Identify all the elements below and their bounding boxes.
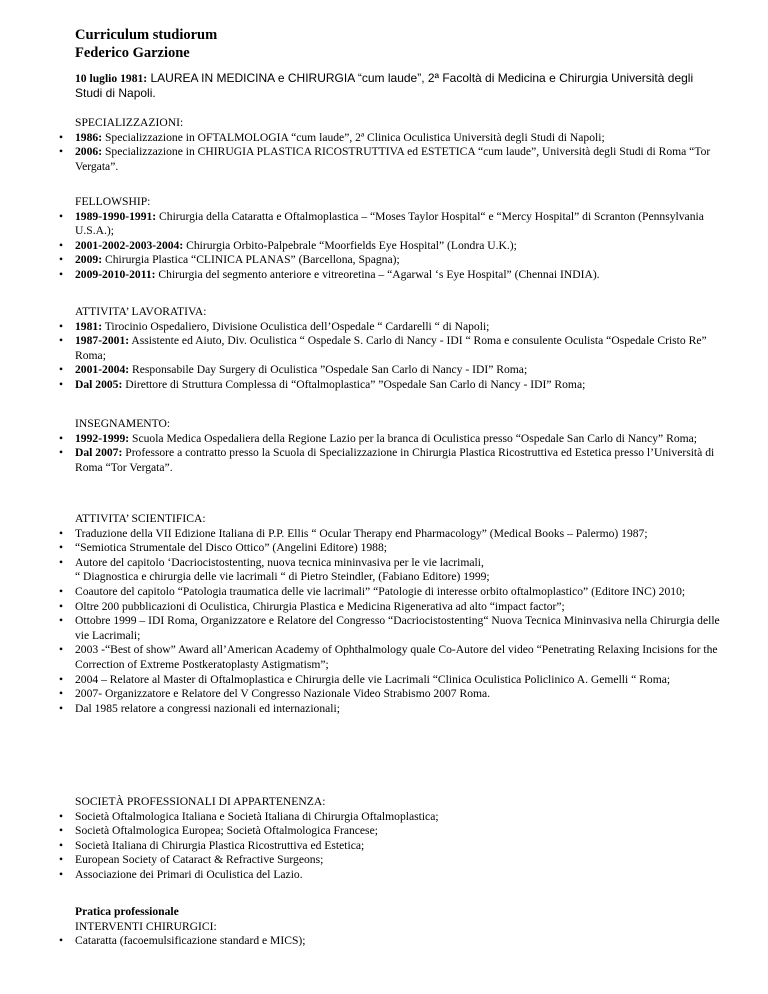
item-date: 1981: [75,319,103,333]
item-date: 2001-2004: [75,363,130,377]
pratica-title: Pratica professionale [75,905,179,918]
item-date: Dal 2007: [75,446,123,460]
item-date: 1989-1990-1991: [75,209,157,223]
section-heading: FELLOWSHIP: [75,195,151,208]
bullet-list [75,432,720,476]
section-societa-professionali [75,795,720,883]
list-item: • Coautore del capitolo “Patologia traumatica delle vie lacrimali” “Patologie di interesse orbito oftalmoplastico” (Editore INC) 2010; [75,585,720,600]
item-date: 2009: [75,253,103,267]
cv-header [75,26,720,62]
list-item [75,239,720,254]
document-title: Curriculum studiorum [75,27,218,43]
bullet-list [75,210,720,283]
list-item [75,432,720,447]
list-item: • 2003 -“Best of show” Award all’American Academy of Ophthalmology quale Co-Autore del video “Penetrating Relaxing Incisions for the Correction of Extreme Postkeratoplasty Astigmatism”; [75,643,720,672]
list-item: • Società Oftalmologica Europea; Società Oftalmologica Francese; [75,824,720,839]
section-heading: SPECIALIZZAZIONI: [75,116,184,129]
item-text: Scuola Medica Ospedaliera della Regione Lazio per la branca di Oculistica presso “Ospedale San Carlo di Nancy” Roma; [129,431,697,445]
bullet-list [75,320,720,393]
list-item [75,556,720,585]
item-date: Dal 2005: [75,377,123,391]
item-date: 1992-1999: [75,431,130,445]
list-item: • Traduzione della VII Edizione Italiana di P.P. Ellis “ Ocular Therapy end Pharmacology” (Medical Books – Palermo) 1987; [75,527,720,542]
section-heading: INSEGNAMENTO: [75,417,171,430]
item-text-continued: “ Diagnostica e chirurgia delle vie lacrimali “ di Pietro Steindler, (Fabiano Editore) 1999; [75,570,490,584]
bullet-list [75,131,720,175]
list-item [75,145,720,174]
list-item [75,268,720,283]
item-text: Chirurgia Plastica “CLINICA PLANAS” (Barcellona, Spagna); [102,253,400,267]
list-item: • European Society of Cataract & Refractive Surgeons; [75,853,720,868]
list-item: • Associazione dei Primari di Oculistica del Lazio. [75,868,720,883]
list-item: • Società Italiana di Chirurgia Plastica Ricostruttiva ed Estetica; [75,839,720,854]
list-item: • Ottobre 1999 – IDI Roma, Organizzatore e Relatore del Congresso “Dacriocistostenting“ Nuova Tecnica Mininvasiva nella Chirurgia delle vie Lacrimali; [75,614,720,643]
list-item: • Dal 1985 relatore a congressi nazionali ed internazionali; [75,702,720,717]
bullet-list [75,527,720,717]
list-item [75,334,720,363]
section-attivita-lavorativa [75,305,720,393]
section-heading: INTERVENTI CHIRURGICI: [75,919,217,933]
list-item [75,446,720,475]
section-heading: ATTIVITA’ SCIENTIFICA: [75,512,206,525]
item-text: • Autore del capitolo ‘Dacriocistostenting, nuova tecnica mininvasiva per le vie lacrimali, [75,555,484,569]
item-text: Chirurgia della Cataratta e Oftalmoplastica – “Moses Taylor Hospital“ e “Mercy Hospital” di Scranton (Pennsylvania U.S.A.); [75,209,704,238]
list-item: • Cataratta (facoemulsificazione standard e MICS); [75,934,720,949]
section-heading: ATTIVITA’ LAVORATIVA: [75,305,207,318]
degree-date: 10 luglio 1981: [75,72,148,85]
item-date: 2009-2010-2011: [75,267,156,281]
list-item: • 2004 – Relatore al Master di Oftalmoplastica e Chirurgia delle vie Lacrimali “Clinica Oculistica Policlinico A. Gemelli “ Roma; [75,673,720,688]
item-text: Chirurgia Orbito-Palpebrale “Moorfields Eye Hospital” (Londra U.K.); [183,238,517,252]
list-item [75,131,720,146]
item-text: Responsabile Day Surgery di Oculistica ”Ospedale San Carlo di Nancy - IDI” Roma; [129,363,528,377]
item-text: Chirurgia del segmento anteriore e vitreoretina – “Agarwal ‘s Eye Hospital” (Chennai INDIA). [155,267,600,281]
item-text: Specializzazione in OFTALMOLOGIA “cum laude”, 2ª Clinica Oculistica Università degli Studi di Napoli; [102,130,605,144]
section-specializzazioni [75,116,720,174]
section-fellowship [75,195,720,283]
degree-paragraph [75,71,720,101]
section-insegnamento [75,417,720,475]
list-item: • 2007- Organizzatore e Relatore del V Congresso Nazionale Video Strabismo 2007 Roma. [75,687,720,702]
item-text: Direttore di Struttura Complessa di “Oftalmoplastica” ”Ospedale San Carlo di Nancy - IDI” Roma; [122,377,586,391]
section-pratica-professionale [75,905,720,949]
list-item: • “Semiotica Strumentale del Disco Ottico” (Angelini Editore) 1988; [75,541,720,556]
section-attivita-scientifica [75,512,720,716]
list-item [75,378,720,393]
item-text: Tirocinio Ospedaliero, Divisione Oculistica dell’Ospedale “ Cardarelli “ di Napoli; [102,319,490,333]
list-item [75,253,720,268]
item-date: 2006: [75,145,103,159]
item-text: Professore a contratto presso la Scuola di Specializzazione in Chirurgia Plastica Ricostruttiva ed Estetica presso l’Università di Roma “Tor Vergata”. [75,446,715,474]
bullet-list [75,934,720,949]
list-item: • Società Oftalmologica Italiana e Società Italiana di Chirurgia Oftalmoplastica; [75,810,720,825]
item-date: 1987-2001: [75,334,130,348]
item-date: 1986: [75,130,103,144]
person-name: Federico Garzione [75,45,190,61]
item-date: 2001-2002-2003-2004: [75,238,184,252]
bullet-list [75,810,720,883]
list-item [75,363,720,378]
list-item [75,210,720,239]
item-text: Specializzazione in CHIRUGIA PLASTICA RICOSTRUTTIVA ed ESTETICA “cum laude”, Università degli Studi di Roma “Tor Vergata”. [75,145,711,173]
section-heading: SOCIETÀ PROFESSIONALI DI APPARTENENZA: [75,795,326,808]
list-item [75,320,720,335]
degree-text: LAUREA IN MEDICINA e CHIRURGIA “cum laude”, 2ª Facoltà di Medicina e Chirurgia Università degli Studi di Napoli. [75,71,694,100]
section-title [75,905,720,920]
list-item: • Oltre 200 pubblicazioni di Oculistica, Chirurgia Plastica e Medicina Rigenerativa ad alto “impact factor”; [75,600,720,615]
item-text: Assistente ed Aiuto, Div. Oculistica “ Ospedale S. Carlo di Nancy - IDI “ Roma e consulente Oculista “Ospedale Cristo Re” Roma; [75,334,707,362]
